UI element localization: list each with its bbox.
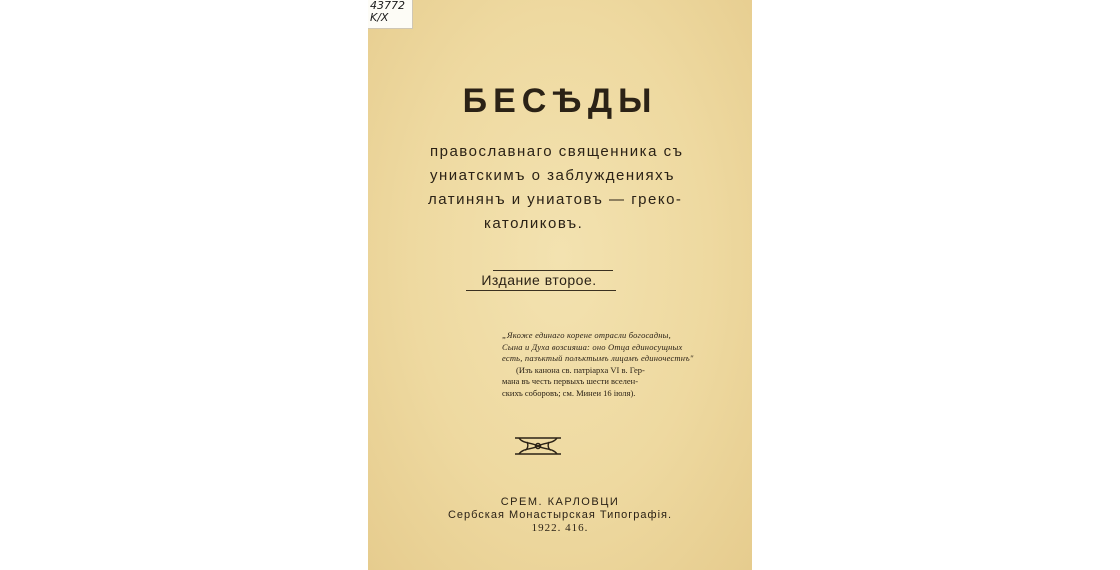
- epigraph-quote-line: Сына и Духа возсияша: оно Отца единосущных: [502, 341, 683, 352]
- imprint-city: СРЕМ. КАРЛОВЦИ: [500, 496, 620, 508]
- subtitle-line: православнаго священника съ: [430, 143, 684, 160]
- imprint: [368, 496, 752, 535]
- epigraph: [502, 330, 694, 399]
- epigraph-source-line: скихъ соборовъ; см. Минеи 16 іюля).: [502, 387, 636, 398]
- epigraph-source-line: мана въ честь первыхъ шести вселен-: [502, 376, 639, 386]
- divider-bottom: [466, 290, 616, 291]
- epigraph-source-line: (Изъ канона св. патріарха VI в. Гер-: [516, 364, 645, 375]
- catalog-number: 43772: [370, 0, 405, 12]
- catalog-stamp: [368, 0, 413, 29]
- imprint-press: Сербская Монастырская Типографія.: [447, 509, 673, 521]
- catalog-code: K/X: [370, 11, 389, 24]
- subtitle-line: католиковъ.: [484, 215, 584, 232]
- divider-top: [493, 270, 613, 271]
- subtitle-line: униатскимъ о заблужденияхъ: [430, 167, 676, 184]
- subtitle-line: латинянъ и униатовъ — греко-: [428, 191, 683, 208]
- book-cover: [368, 0, 752, 570]
- book-subtitle: [424, 140, 704, 236]
- ornament-icon: [513, 432, 563, 460]
- book-title: БЕСѢДЫ: [462, 82, 658, 120]
- edition-label: Издание второе.: [481, 272, 597, 288]
- epigraph-quote-line: „Якоже единаго корене отрасли богосадны,: [502, 330, 671, 340]
- imprint-year: 1922. 416.: [531, 522, 589, 534]
- epigraph-quote-line: есть, пазъктый полъктымъ лицамъ единочестнъ": [502, 353, 694, 363]
